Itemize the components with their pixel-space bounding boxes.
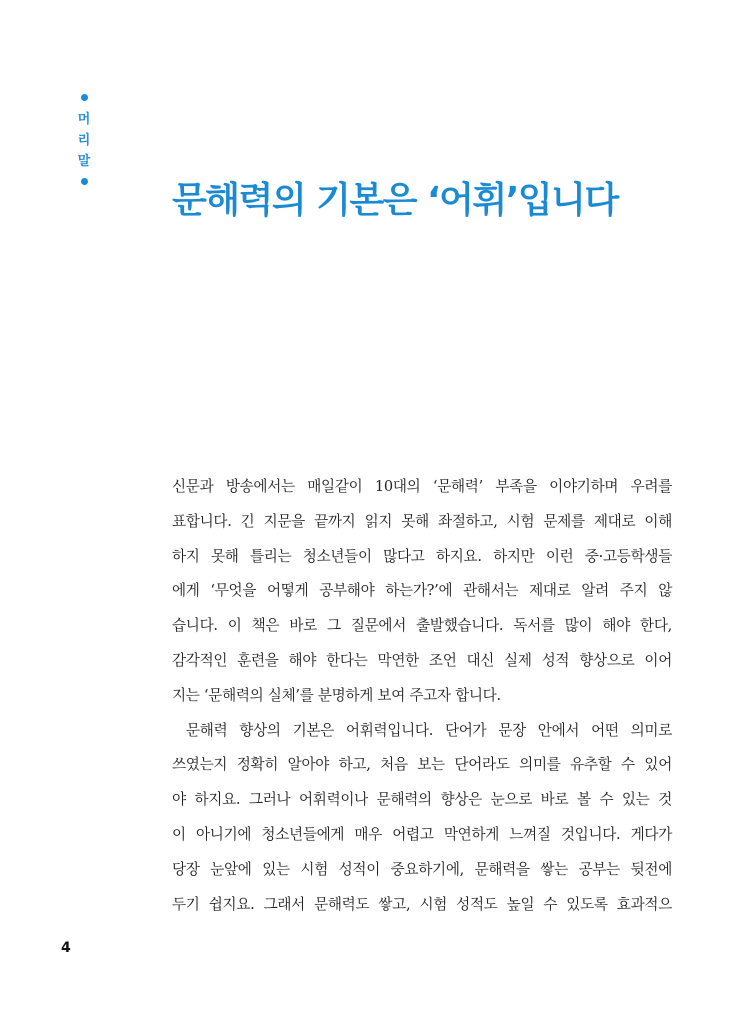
body-line: 표합니다. 긴 지문을 끝까지 읽지 못해 좌절하고, 시험 문제를 제대로 이해: [172, 512, 672, 530]
body-line: 문해력 향상의 기본은 어휘력입니다. 단어가 문장 안에서 어떤 의미로: [186, 721, 672, 739]
body-line: 습니다. 이 책은 바로 그 질문에서 출발했습니다. 독서를 많이 해야 한다,: [172, 617, 672, 635]
body-line: 당장 눈앞에 있는 시험 성적이 중요하기에, 문해력을 쌓는 공부는 뒷전에: [172, 860, 672, 878]
section-label: [74, 94, 94, 185]
section-label-top-dot: [81, 94, 88, 101]
chapter-title: 문해력의 기본은 ‘어휘’입니다: [172, 180, 618, 221]
section-label-char: 머: [77, 112, 91, 127]
body-line: 감각적인 훈련을 해야 한다는 막연한 조언 대신 실제 성적 향상으로 이어: [172, 651, 672, 669]
section-label-bottom-dot: [81, 178, 88, 185]
section-label-char: 리: [77, 133, 91, 148]
body-line: 하지 못해 틀리는 청소년들이 많다고 하지요. 하지만 이런 중·고등학생들: [172, 547, 672, 565]
body-line: 신문과 방송에서는 매일같이 10대의 ‘문해력’ 부족을 이야기하며 우려를: [172, 478, 672, 495]
body-line: 쓰였는지 정확히 알아야 하고, 처음 보는 단어라도 의미를 유추할 수 있어: [172, 756, 672, 774]
body-line: 야 하지요. 그러나 어휘력이나 문해력의 향상은 눈으로 바로 볼 수 있는 것: [172, 791, 672, 809]
body-line: 이 아니기에 청소년들에게 매우 어렵고 막연하게 느껴질 것입니다. 게다가: [172, 825, 672, 843]
body-line: 지는 ‘문해력의 실체’를 분명하게 보여 주고자 합니다.: [172, 686, 501, 704]
body-line: 에게 ‘무엇을 어떻게 공부해야 하는가?’에 관해서는 제대로 알려 주지 않: [172, 582, 672, 600]
body-text: [172, 470, 672, 922]
section-label-char: 말: [77, 154, 91, 169]
page-number: 4: [61, 940, 71, 956]
body-line: 두기 쉽지요. 그래서 문해력도 쌓고, 시험 성적도 높일 수 있도록 효과적으: [172, 895, 672, 913]
